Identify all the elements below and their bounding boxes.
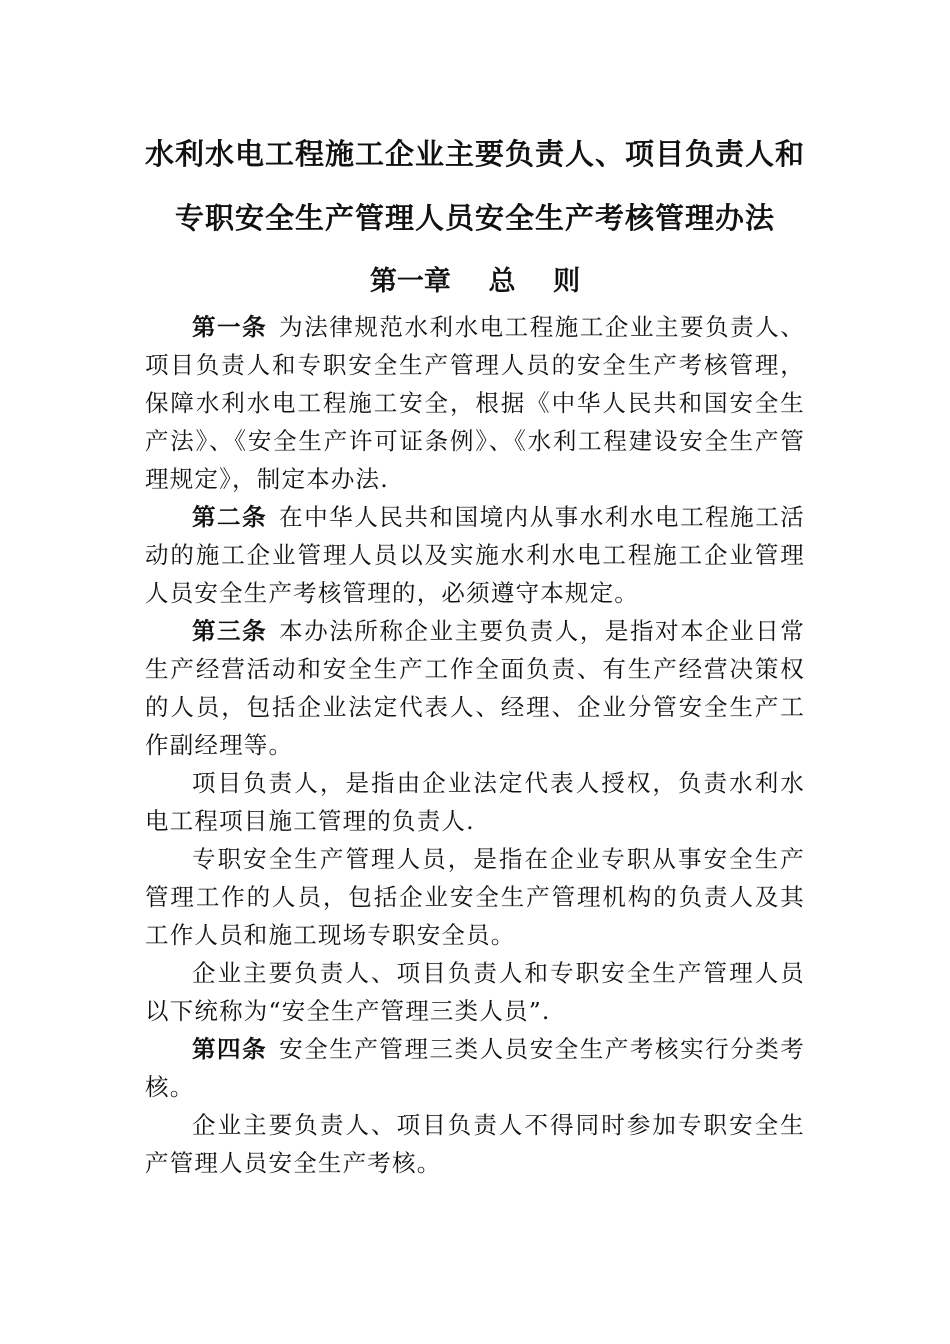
paragraph [145,1106,805,1182]
paragraph [145,764,805,840]
article-number: 第三条 [192,617,268,645]
paragraph-text: 项目负责人，是指由企业法定代表人授权，负责水利水电工程项目施工管理的负责人. [145,769,805,835]
document-title-line-1: 水利水电工程施工企业主要负责人、项目负责人和 [144,137,805,171]
document-body [145,308,805,1182]
document-title-line-2: 专职安全生产管理人员安全生产考核管理办法 [174,201,775,235]
article-paragraph [145,308,805,498]
paragraph [145,840,805,954]
chapter-heading: 第一章 总 则 [369,266,581,297]
paragraph-text: 专职安全生产管理人员，是指在企业专职从事安全生产管理工作的人员，包括企业安全生产管理机构的负责人及其工作人员和施工现场专职安全员。 [145,845,805,949]
article-number: 第一条 [192,313,268,341]
paragraph-text: 为法律规范水利水电工程施工企业主要负责人、项目负责人和专职安全生产管理人员的安全生产考核管理，保障水利水电工程施工安全，根据《中华人民共和国安全生产法》、《安全生产许可证条例》、《水利工程建设安全生产管理规定》，制定本办法. [145,313,805,493]
article-number: 第二条 [192,503,268,531]
article-paragraph [145,612,805,764]
paragraph-text: 企业主要负责人、项目负责人和专职安全生产管理人员以下统称为“安全生产管理三类人员”. [145,959,805,1025]
article-number: 第四条 [192,1035,268,1063]
paragraph-text: 安全生产管理三类人员安全生产考核实行分类考核。 [145,1035,805,1101]
paragraph-text: 企业主要负责人、项目负责人不得同时参加专职安全生产管理人员安全生产考核。 [145,1111,805,1177]
paragraph-text: 本办法所称企业主要负责人，是指对本企业日常生产经营活动和安全生产工作全面负责、有生产经营决策权的人员，包括企业法定代表人、经理、企业分管安全生产工作副经理等。 [145,617,805,759]
paragraph-text: 在中华人民共和国境内从事水利水电工程施工活动的施工企业管理人员以及实施水利水电工程施工企业管理人员安全生产考核管理的，必须遵守本规定。 [145,503,805,607]
article-paragraph [145,1030,805,1106]
article-paragraph [145,498,805,612]
paragraph [145,954,805,1030]
